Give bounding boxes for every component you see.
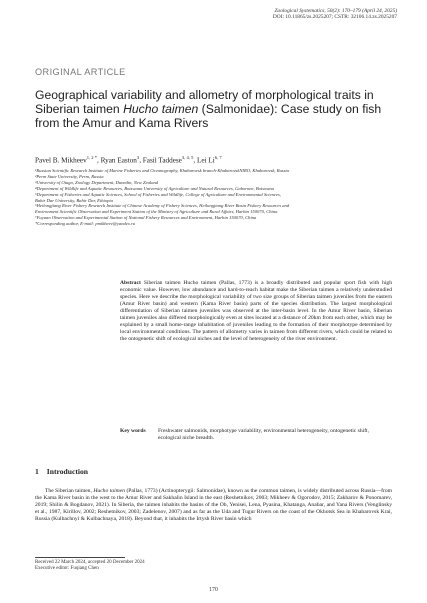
affiliation-line: Environment Scientific Observation and Experiment Station of the Ministry of Agriculture and Rural Affairs, Harbin 150070, China [35, 209, 278, 215]
affiliation-line: ⁷Fuyuan Observation and Experimental Station of National Fishery Resources and Environment, Harbin 150070, China [35, 215, 257, 221]
affiliations [35, 168, 397, 227]
affiliation-line: ⁵Department of Fisheries and Aquatic Sciences, School of Fisheries and Wildlife, College of Agriculture and Environmental Sciences, [35, 191, 281, 197]
author-name: Lei Li [196, 156, 215, 165]
footnotes [35, 560, 145, 573]
journal-header [97, 8, 397, 21]
intro-text-1: The Siberian taimen, [45, 488, 92, 494]
author-affil-ref: 3 [136, 155, 140, 160]
author-affil-ref: 6, 7 [214, 155, 222, 160]
page-number: 170 [209, 587, 218, 593]
section-number: 1 [35, 467, 39, 476]
affiliation-line: ¹Russian Scientific Research Institute of Marine Fisheries and Oceanography, Khabarovsk branch-KhabarovskNIRO, Khabarovsk, Russia [35, 168, 289, 173]
abstract-text: Siberian taimen Hucho taimen (Pallas, 1773) is a broadly distributed and popular sport fish with high economic value. However, low abundance and hard-to-reach habitat make the Siberian taimen a relatively understudied species. Here we describe the morphological variability of two size groups of Siberian taimen juveniles from the eastern (Amur River basin) and western (Kama River basin) parts of the species distribution. The largest morphological differentiation of Siberian taimen juveniles was observed at the inter-basin level. In the Amur River basin, Siberian taimen juveniles also differed morphologically even at sites located at a distance of 20km from each other, which may be explained by a small home-range inhabitation of juveniles leading to the formation of their morphotype determined by local environmental conditions. The pattern of allometry varies in taimen from different rivers, which could be related to the ontogenetic shift of ecological niches and the level of heterogeneity of the river environment. [120, 280, 392, 343]
author-list: Pavel B. Mikheev$^{1, 2 *}$, Ryan Easton$^3$, Fasil Taddese$^{3, 4, 5}$, Lei Li$^{6, 7}$ [35, 155, 222, 165]
affiliation-line: ³University of Otago, Zoology Department, Dunedin, New Zealand [35, 179, 159, 185]
affiliation-line: Bahir Dar University, Bahir Dar, Ethiopia [35, 197, 113, 203]
intro-species: Hucho taimen [93, 488, 125, 494]
author-affil-ref: 3, 4, 5 [181, 155, 194, 160]
keywords [120, 428, 392, 442]
executive-editor: Executive editor: Fuqiang Chen [35, 566, 99, 572]
author-name: Pavel B. Mikheev [35, 156, 87, 165]
abstract [120, 280, 392, 343]
section-heading-introduction [35, 467, 88, 476]
title-species: Hucho taimen [123, 102, 199, 117]
title-part-2: (Salmonidae): Case study on fish from the Amur and Kama Rivers [35, 102, 382, 131]
keywords-label: Key words [120, 428, 146, 434]
author-name: Fasil Taddese [142, 156, 182, 165]
title-part-1: Geographical variability and allometry of morphological traits in Siberian taimen [35, 88, 374, 117]
affiliation-line: ²Perm State University, Perm, Russia [35, 173, 104, 179]
section-title: Introduction [46, 467, 89, 476]
intro-text-2: (Pallas, 1773) (Actinopterygii: Salmonidae), known as the common taimen, is widely distributed across Russia—from the Kama River basin in the west to the Amur River and Sakhalin Island in the east (Reshetnikov, 2003; Mikheev & Ogorodov, 2015; Zakharov & Ponomarev, 2019; Shilin & Bogdanov, 2021). In Siberia, the taimen inhabits the basins of the Ob, Yenisei, Lena, Pyasina, Khatanga, Anabar, and Yana Rivers (Venglinsky et al., 1987, Kirillov, 2002; Reshetnikov, 2003; Zadelenov, 2007) and as far as the Uda and Tugur Rivers on the coast of the Okhotsk Sea in Khabarovsk Krai, Russia (Kulbachnyi & Kulbachnaya, 2018). Beyond that, it inhabits the Irtysh River basin which [35, 488, 392, 523]
footnote-divider [35, 557, 125, 558]
journal-citation: Zoological Systematics, 50(2): 170–179 (April 24, 2025) [274, 8, 397, 14]
corresponding-author: *Corresponding author, E-mail: pmikheev@yandex.ru [35, 221, 136, 227]
author-affil-ref: 1, 2 * [86, 155, 98, 160]
received-dates: Received 22 March 2024, accepted 20 December 2024 [35, 560, 145, 565]
introduction-paragraph [35, 488, 392, 523]
author-name: Ryan Easton [100, 156, 137, 165]
doi-line: DOI: 10.11865/zs.2025207; CSTR: 32106.14.zs.2025207 [272, 14, 397, 21]
affiliation-line: ⁶Heilongjiang River Fishery Research Institute of Chinese Academy of Fishery Sciences, Heilongjiang River Basin Fishery Resources and [35, 203, 290, 209]
section-label: ORIGINAL ARTICLE [35, 67, 126, 77]
article-title [35, 88, 395, 131]
keywords-text: Freshwater salmonids, morphotype variability, environmental heterogeneity, ontogenetic shift, ecological niche breadth. [158, 428, 370, 441]
affiliation-line: ⁴Department of Wildlife and Aquatic Resources, Botswana University of Agriculture and Natural Resources, Gaborone, Botswana [35, 185, 274, 191]
abstract-label: Abstract [120, 280, 141, 286]
